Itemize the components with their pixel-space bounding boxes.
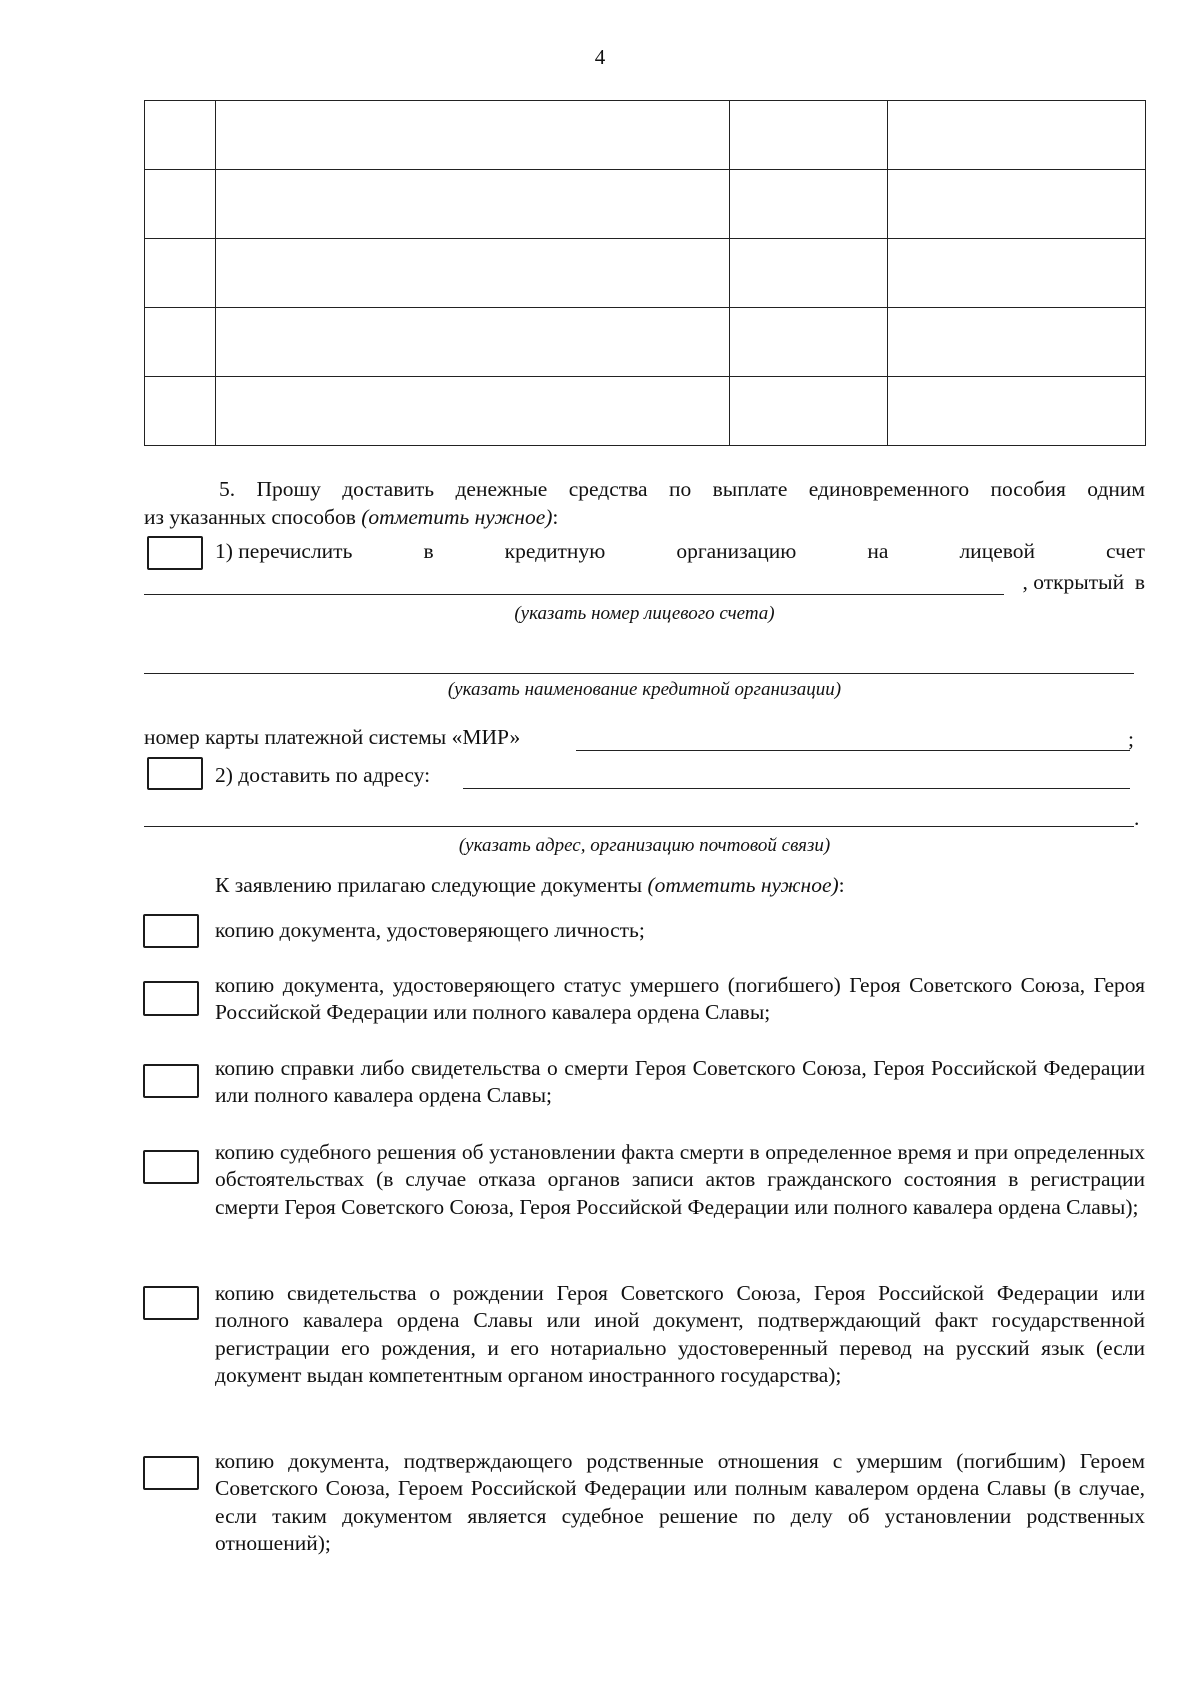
table-cell	[888, 308, 1146, 377]
attachment-checkbox[interactable]	[143, 914, 199, 948]
table-cell	[730, 377, 888, 446]
table-row	[145, 101, 1146, 170]
table-cell	[888, 170, 1146, 239]
option1-word: в	[423, 539, 434, 563]
caption-bank-name: (указать наименование кредитной организации)	[447, 679, 842, 700]
attachment-item: копию судебного решения об установлении факта смерти в определенное время и при определенных обстоятельствах (в случае отказа органов записи актов гражданского состояния в регистрации смерти Героя Советского Союза, Героя Российской Федерации или полного кавалера ордена Славы);	[215, 1140, 1145, 1219]
table-cell	[730, 239, 888, 308]
attachment-checkbox[interactable]	[143, 1286, 199, 1320]
address-field-2[interactable]	[144, 826, 1134, 827]
table-row	[145, 170, 1146, 239]
table-cell	[145, 101, 216, 170]
table-cell	[145, 377, 216, 446]
address-field-1[interactable]	[463, 788, 1130, 789]
opened-in-label: , открытый в	[1022, 570, 1145, 594]
bank-name-field[interactable]	[144, 673, 1134, 674]
option1-word: организацию	[676, 539, 797, 563]
table-cell	[730, 308, 888, 377]
table-cell	[216, 101, 730, 170]
attachment-item: копию справки либо свидетельства о смерти Героя Советского Союза, Героя Российской Федерации или полного кавалера ордена Славы;	[215, 1056, 1145, 1108]
page-number: 4	[594, 45, 606, 69]
table-body	[145, 101, 1146, 446]
table-cell	[145, 170, 216, 239]
attachment-item: копию документа, удостоверяющего статус умершего (погибшего) Героя Советского Союза, Героя Российской Федерации или полного кавалера ордена Славы;	[215, 973, 1145, 1025]
table-cell	[216, 170, 730, 239]
section5-line2: из указанных способов (отметить нужное):	[144, 505, 559, 529]
account-number-field[interactable]	[144, 594, 1004, 595]
table-cell	[145, 239, 216, 308]
option1-label	[215, 538, 1145, 565]
table-cell	[888, 239, 1146, 308]
table-row	[145, 377, 1146, 446]
attachment-item: копию документа, удостоверяющего личность;	[215, 918, 645, 942]
table-row	[145, 239, 1146, 308]
attachment-item: копию документа, подтверждающего родственные отношения с умершим (погибшим) Героем Советского Союза, Героем Российской Федерации или полным кавалером ордена Славы (в случае, если таким документом является судебное решение по делу об установлении родственных отношений);	[215, 1449, 1145, 1555]
table-cell	[888, 101, 1146, 170]
attachment-checkbox[interactable]	[143, 1064, 199, 1098]
attachment-checkbox[interactable]	[143, 981, 199, 1016]
data-table	[144, 100, 1146, 446]
card-number-end: ;	[1128, 727, 1134, 751]
option2-checkbox[interactable]	[147, 757, 203, 790]
table-cell	[216, 239, 730, 308]
option1-word: лицевой	[959, 539, 1035, 563]
option1-word: счет	[1106, 539, 1145, 563]
table-cell	[730, 170, 888, 239]
attachment-checkbox[interactable]	[143, 1150, 199, 1184]
table-cell	[216, 308, 730, 377]
attachment-checkbox[interactable]	[143, 1456, 199, 1490]
option1-word: кредитную	[504, 539, 606, 563]
caption-account-number: (указать номер лицевого счета)	[514, 603, 775, 624]
table-cell	[888, 377, 1146, 446]
section5-line1: 5. Прошу доставить денежные средства по выплате единовременного пособия одним	[219, 477, 1145, 501]
option1-word: на	[867, 539, 889, 563]
address-end: .	[1134, 806, 1140, 830]
card-number-field[interactable]	[576, 750, 1130, 751]
card-number-label: номер карты платежной системы «МИР»	[144, 725, 521, 749]
table-cell	[730, 101, 888, 170]
table-cell	[216, 377, 730, 446]
option1-checkbox[interactable]	[147, 536, 203, 570]
table-row	[145, 308, 1146, 377]
attachment-item: копию свидетельства о рождении Героя Советского Союза, Героя Российской Федерации или полного кавалера ордена Славы или иной документ, подтверждающий факт государственной регистрации его рождения, и его нотариально удостоверенный перевод на русский язык (если документ выдан компетентным органом иностранного государства);	[215, 1281, 1145, 1387]
table-cell	[145, 308, 216, 377]
attachments-intro: К заявлению прилагаю следующие документы (отметить нужное):	[215, 873, 845, 897]
caption-address: (указать адрес, организацию почтовой связи)	[458, 835, 831, 856]
option1-word: 1) перечислить	[215, 539, 353, 563]
option2-label: 2) доставить по адресу:	[215, 763, 431, 787]
